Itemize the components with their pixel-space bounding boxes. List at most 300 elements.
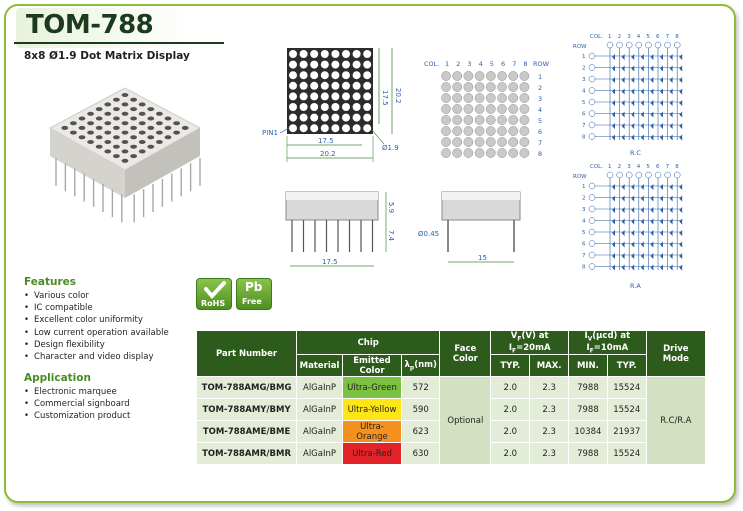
led-dot xyxy=(122,102,129,106)
led-dot xyxy=(139,112,146,116)
led-dot xyxy=(509,115,518,124)
led-dot xyxy=(310,92,318,100)
diode-symbol xyxy=(660,184,663,190)
diode-symbol xyxy=(679,123,682,129)
diode-symbol xyxy=(650,66,653,72)
led-dot xyxy=(139,140,146,144)
column-number: 3 xyxy=(467,60,472,68)
diode-symbol xyxy=(631,89,634,95)
led-dot xyxy=(441,104,450,113)
circuit-ra-col-label: COL. xyxy=(590,164,603,170)
led-dot xyxy=(113,126,120,130)
diode-symbol xyxy=(612,100,615,106)
led-dot xyxy=(441,115,450,124)
dim-17-5-horizontal: 17.5 xyxy=(318,137,334,145)
led-dot xyxy=(464,115,473,124)
diode-symbol xyxy=(670,54,673,60)
diode-symbol xyxy=(660,253,663,259)
diode-symbol xyxy=(612,123,615,129)
header-vf: $V_F(V)$ at $I_F=20mA$ xyxy=(491,331,569,355)
led-dot xyxy=(321,114,329,122)
column-pin xyxy=(665,42,671,48)
diode-symbol xyxy=(631,184,634,190)
led-dot xyxy=(331,114,339,122)
diode-symbol xyxy=(650,230,653,236)
led-dot xyxy=(486,71,495,80)
led-dot xyxy=(130,117,137,121)
led-dot xyxy=(321,71,329,79)
diode-symbol xyxy=(670,135,673,141)
led-dot xyxy=(147,126,154,130)
diode-symbol xyxy=(679,66,682,72)
circuit-ra-diagram xyxy=(570,162,690,290)
diode-symbol xyxy=(650,112,653,118)
diode-symbol xyxy=(622,219,625,225)
led-dot xyxy=(321,92,329,100)
dim-15: 15 xyxy=(478,254,487,262)
diode-symbol xyxy=(622,207,625,213)
column-pin xyxy=(607,42,613,48)
feature-item: • Low current operation available xyxy=(24,327,194,339)
row-number: 5 xyxy=(582,100,586,106)
iv-min-cell: 7988 xyxy=(569,443,608,465)
diode-symbol xyxy=(622,77,625,83)
led-dot xyxy=(289,124,297,132)
led-dot xyxy=(79,117,86,121)
column-number: 7 xyxy=(665,164,670,170)
dim-7-4: 7.4 xyxy=(387,230,395,242)
led-dot xyxy=(363,61,371,69)
led-dot xyxy=(147,135,154,139)
diode-symbol xyxy=(631,242,634,248)
drive-mode-cell: R.C/R.A xyxy=(646,377,705,465)
row-pin xyxy=(589,76,595,82)
diode-symbol xyxy=(622,100,625,106)
diode-symbol xyxy=(641,123,644,129)
col-label: COL. xyxy=(424,60,440,68)
led-dot xyxy=(321,82,329,90)
row-number: 8 xyxy=(538,150,543,158)
led-dot xyxy=(475,137,484,146)
diode-symbol xyxy=(641,184,644,190)
column-number: 8 xyxy=(523,60,528,68)
led-dot xyxy=(321,61,329,69)
column-pin xyxy=(655,42,661,48)
led-dot xyxy=(310,82,318,90)
led-dot xyxy=(130,98,137,102)
led-dot xyxy=(520,82,529,91)
diode-symbol xyxy=(641,135,644,141)
led-dot xyxy=(310,114,318,122)
diode-symbol xyxy=(660,54,663,60)
led-dot xyxy=(104,131,111,135)
led-dot xyxy=(122,131,129,135)
diode-symbol xyxy=(650,123,653,129)
diode-symbol xyxy=(660,77,663,83)
led-dot xyxy=(147,145,154,149)
column-number: 1 xyxy=(445,60,450,68)
led-dot xyxy=(486,148,495,157)
diode-symbol xyxy=(650,265,653,271)
diode-symbol xyxy=(612,66,615,72)
led-dot xyxy=(173,121,180,125)
led-dot xyxy=(104,149,111,153)
diode-symbol xyxy=(679,112,682,118)
column-number: 3 xyxy=(627,34,631,40)
diode-symbol xyxy=(641,230,644,236)
led-dot xyxy=(509,71,518,80)
diode-symbol xyxy=(622,196,625,202)
emitted-color-cell: Ultra-Orange xyxy=(342,421,401,443)
diode-symbol xyxy=(679,253,682,259)
header-face-color: Face Color xyxy=(440,331,491,377)
led-dot xyxy=(353,92,361,100)
part-number-cell: TOM-788AMG/BMG xyxy=(197,377,297,399)
diode-symbol xyxy=(670,100,673,106)
led-dot xyxy=(453,148,462,157)
wavelength-cell: 623 xyxy=(402,421,440,443)
diode-symbol xyxy=(679,184,682,190)
led-dot xyxy=(342,82,350,90)
diode-symbol xyxy=(631,54,634,60)
diode-symbol xyxy=(650,219,653,225)
row-pin xyxy=(589,122,595,128)
application-item: • Electronic marquee xyxy=(24,386,194,398)
led-dot xyxy=(363,114,371,122)
product-photo xyxy=(40,78,210,228)
dim-17-5-vertical: 17.5 xyxy=(381,90,389,106)
led-dot xyxy=(363,82,371,90)
circuit-rc-col-label: COL. xyxy=(590,34,603,40)
led-dot xyxy=(130,145,137,149)
led-dot xyxy=(96,126,103,130)
diode-symbol xyxy=(641,219,644,225)
diode-symbol xyxy=(679,77,682,83)
led-dot xyxy=(113,135,120,139)
led-dot xyxy=(104,112,111,116)
led-dot xyxy=(475,126,484,135)
header-iv: $I_V(\mu cd)$ at $I_F=10mA$ xyxy=(569,331,647,355)
diode-symbol xyxy=(660,66,663,72)
diode-symbol xyxy=(631,230,634,236)
led-dot xyxy=(363,92,371,100)
led-dot xyxy=(520,71,529,80)
row-pin xyxy=(589,206,595,212)
vf-max-cell: 2.3 xyxy=(530,399,569,421)
circuit-ra-label: R.A xyxy=(630,282,641,290)
iv-typ-cell: 21937 xyxy=(607,421,646,443)
led-dot xyxy=(130,154,137,158)
led-dot xyxy=(289,114,297,122)
led-dot xyxy=(342,61,350,69)
led-dot xyxy=(475,71,484,80)
led-dot xyxy=(486,93,495,102)
diode-symbol xyxy=(622,112,625,118)
led-dot xyxy=(453,71,462,80)
dim-5-9: 5.9 xyxy=(387,202,395,214)
led-dot xyxy=(70,131,77,135)
diode-symbol xyxy=(631,135,634,141)
diode-symbol xyxy=(641,265,644,271)
application-item: • Customization product xyxy=(24,410,194,422)
led-dot xyxy=(300,114,308,122)
led-dot xyxy=(122,121,129,125)
diode-symbol xyxy=(660,135,663,141)
row-number: 7 xyxy=(582,253,586,259)
row-number: 4 xyxy=(582,218,586,225)
diode-symbol xyxy=(612,196,615,202)
row-number: 7 xyxy=(538,139,543,147)
diode-symbol xyxy=(679,135,682,141)
column-number: 6 xyxy=(501,60,506,68)
diode-symbol xyxy=(660,196,663,202)
application-section xyxy=(24,372,194,423)
features-section xyxy=(24,276,194,363)
diode-symbol xyxy=(650,253,653,259)
diode-symbol xyxy=(679,219,682,225)
row-number: 5 xyxy=(538,117,543,125)
diode-symbol xyxy=(612,184,615,190)
led-dot xyxy=(182,126,189,130)
features-heading: Features xyxy=(24,276,76,288)
led-dot xyxy=(353,114,361,122)
row-pin xyxy=(589,241,595,247)
row-pin xyxy=(589,218,595,224)
led-dot xyxy=(289,50,297,58)
led-dot xyxy=(300,71,308,79)
diode-symbol xyxy=(631,265,634,271)
column-pin xyxy=(665,172,671,178)
feature-item: • Character and video display xyxy=(24,351,194,363)
diode-symbol xyxy=(679,100,682,106)
pin-diameter-label: Ø0.45 xyxy=(418,230,440,238)
diode-symbol xyxy=(650,242,653,248)
feature-item: • Excellent color uniformity xyxy=(24,314,194,326)
led-dot xyxy=(139,131,146,135)
column-number: 2 xyxy=(617,34,622,40)
diode-symbol xyxy=(650,77,653,83)
led-dot xyxy=(464,71,473,80)
diode-symbol xyxy=(612,242,615,248)
diode-symbol xyxy=(622,265,625,271)
led-dot xyxy=(475,148,484,157)
iv-typ-cell: 15524 xyxy=(607,377,646,399)
row-number: 4 xyxy=(538,106,543,114)
led-dot xyxy=(441,148,450,157)
led-dot xyxy=(453,137,462,146)
diode-symbol xyxy=(641,253,644,259)
row-pin xyxy=(589,99,595,105)
title-rule xyxy=(14,42,224,44)
led-dot xyxy=(156,131,163,135)
led-dot xyxy=(310,103,318,111)
led-dot xyxy=(156,140,163,144)
row-pin xyxy=(589,183,595,189)
led-dot xyxy=(289,92,297,100)
row-pin xyxy=(589,88,595,94)
rohs-badge xyxy=(196,278,232,310)
led-dot xyxy=(122,149,129,153)
led-dot xyxy=(139,149,146,153)
led-dot xyxy=(156,121,163,125)
column-pin xyxy=(655,172,661,178)
led-dot xyxy=(165,135,172,139)
emitted-color-cell: Ultra-Red xyxy=(342,443,401,465)
row-number: 6 xyxy=(582,241,586,248)
diode-symbol xyxy=(650,135,653,141)
row-number: 8 xyxy=(582,134,586,141)
led-dot xyxy=(353,71,361,79)
face-color-cell: Optional xyxy=(440,377,491,465)
led-dot xyxy=(331,71,339,79)
diode-symbol xyxy=(612,77,615,83)
diode-symbol xyxy=(670,242,673,248)
diode-symbol xyxy=(631,112,634,118)
led-dot xyxy=(87,140,94,144)
diode-symbol xyxy=(679,196,682,202)
application-list xyxy=(24,386,194,423)
vf-max-cell: 2.3 xyxy=(530,443,569,465)
led-dot xyxy=(475,93,484,102)
iv-min-cell: 10384 xyxy=(569,421,608,443)
led-dot xyxy=(331,61,339,69)
column-number: 7 xyxy=(665,34,670,40)
feature-item: • Design flexibility xyxy=(24,339,194,351)
diode-symbol xyxy=(622,89,625,95)
material-cell: AlGaInP xyxy=(297,421,343,443)
led-dot xyxy=(79,126,86,130)
led-dot xyxy=(321,50,329,58)
led-dot xyxy=(509,104,518,113)
diode-symbol xyxy=(612,112,615,118)
led-dot xyxy=(331,103,339,111)
led-dot xyxy=(441,71,450,80)
diode-symbol xyxy=(641,89,644,95)
led-dot xyxy=(464,104,473,113)
diode-symbol xyxy=(612,207,615,213)
column-pin xyxy=(645,42,651,48)
diode-symbol xyxy=(660,207,663,213)
row-number: 1 xyxy=(582,54,586,60)
column-number: 2 xyxy=(456,60,461,68)
row-pin xyxy=(589,252,595,258)
header-material: Material xyxy=(297,355,343,377)
column-number: 1 xyxy=(608,164,612,170)
wavelength-cell: 630 xyxy=(402,443,440,465)
led-dot xyxy=(353,103,361,111)
diode-symbol xyxy=(660,242,663,248)
led-dot xyxy=(113,145,120,149)
header-chip: Chip xyxy=(297,331,440,355)
led-dot xyxy=(520,137,529,146)
led-dot xyxy=(520,148,529,157)
led-dot xyxy=(520,126,529,135)
diode-symbol xyxy=(650,89,653,95)
row-number: 3 xyxy=(582,77,586,83)
row-number: 4 xyxy=(582,88,586,95)
column-pin xyxy=(626,172,632,178)
led-dot xyxy=(310,50,318,58)
led-dot xyxy=(113,154,120,158)
led-dot xyxy=(353,61,361,69)
row-number: 3 xyxy=(538,95,543,103)
led-dot xyxy=(331,82,339,90)
led-dot xyxy=(300,82,308,90)
led-dot xyxy=(289,82,297,90)
column-number: 2 xyxy=(617,164,622,170)
led-dot xyxy=(464,126,473,135)
circuit-ra-row-label: ROW xyxy=(573,174,587,180)
header-vf-max: MAX. xyxy=(530,355,569,377)
led-dot xyxy=(520,104,529,113)
led-dot xyxy=(342,124,350,132)
diode-symbol xyxy=(641,207,644,213)
diode-symbol xyxy=(660,230,663,236)
row-pin xyxy=(589,195,595,201)
spec-table xyxy=(196,330,706,465)
column-number: 6 xyxy=(656,34,660,40)
column-pin xyxy=(674,42,680,48)
wavelength-cell: 572 xyxy=(402,377,440,399)
header-drive-mode: Drive Mode xyxy=(646,331,705,377)
iv-min-cell: 7988 xyxy=(569,399,608,421)
vf-typ-cell: 2.0 xyxy=(491,443,530,465)
pb-free-badge xyxy=(236,278,272,310)
diode-symbol xyxy=(650,207,653,213)
led-dot xyxy=(96,117,103,121)
vf-typ-cell: 2.0 xyxy=(491,377,530,399)
led-dot xyxy=(475,104,484,113)
row-pin xyxy=(589,134,595,140)
row-number: 1 xyxy=(582,184,586,190)
led-dot xyxy=(509,137,518,146)
row-label: ROW xyxy=(533,60,550,68)
diode-symbol xyxy=(641,66,644,72)
part-number-cell: TOM-788AMY/BMY xyxy=(197,399,297,421)
led-dot xyxy=(497,148,506,157)
diode-symbol xyxy=(650,196,653,202)
led-dot xyxy=(147,107,154,111)
row-pin xyxy=(589,53,595,59)
diode-symbol xyxy=(660,219,663,225)
led-dot xyxy=(342,114,350,122)
iv-min-cell: 7988 xyxy=(569,377,608,399)
rohs-label: RoHS xyxy=(201,299,226,308)
led-dot xyxy=(173,131,180,135)
led-dot xyxy=(509,82,518,91)
diode-symbol xyxy=(679,207,682,213)
diode-symbol xyxy=(679,54,682,60)
application-heading: Application xyxy=(24,372,91,384)
diode-symbol xyxy=(612,230,615,236)
led-dot xyxy=(289,61,297,69)
compliance-badges xyxy=(196,278,276,310)
row-pin xyxy=(589,65,595,71)
column-number: 8 xyxy=(675,34,679,40)
application-item: • Commercial signboard xyxy=(24,398,194,410)
column-number: 6 xyxy=(656,164,660,170)
led-dot xyxy=(353,82,361,90)
column-pin xyxy=(645,172,651,178)
diode-symbol xyxy=(631,219,634,225)
led-dot xyxy=(441,126,450,135)
diode-symbol xyxy=(622,184,625,190)
emitted-color-cell: Ultra-Yellow xyxy=(342,399,401,421)
led-dot xyxy=(363,50,371,58)
diode-symbol xyxy=(679,265,682,271)
led-dot xyxy=(113,107,120,111)
row-number: 6 xyxy=(538,128,543,136)
